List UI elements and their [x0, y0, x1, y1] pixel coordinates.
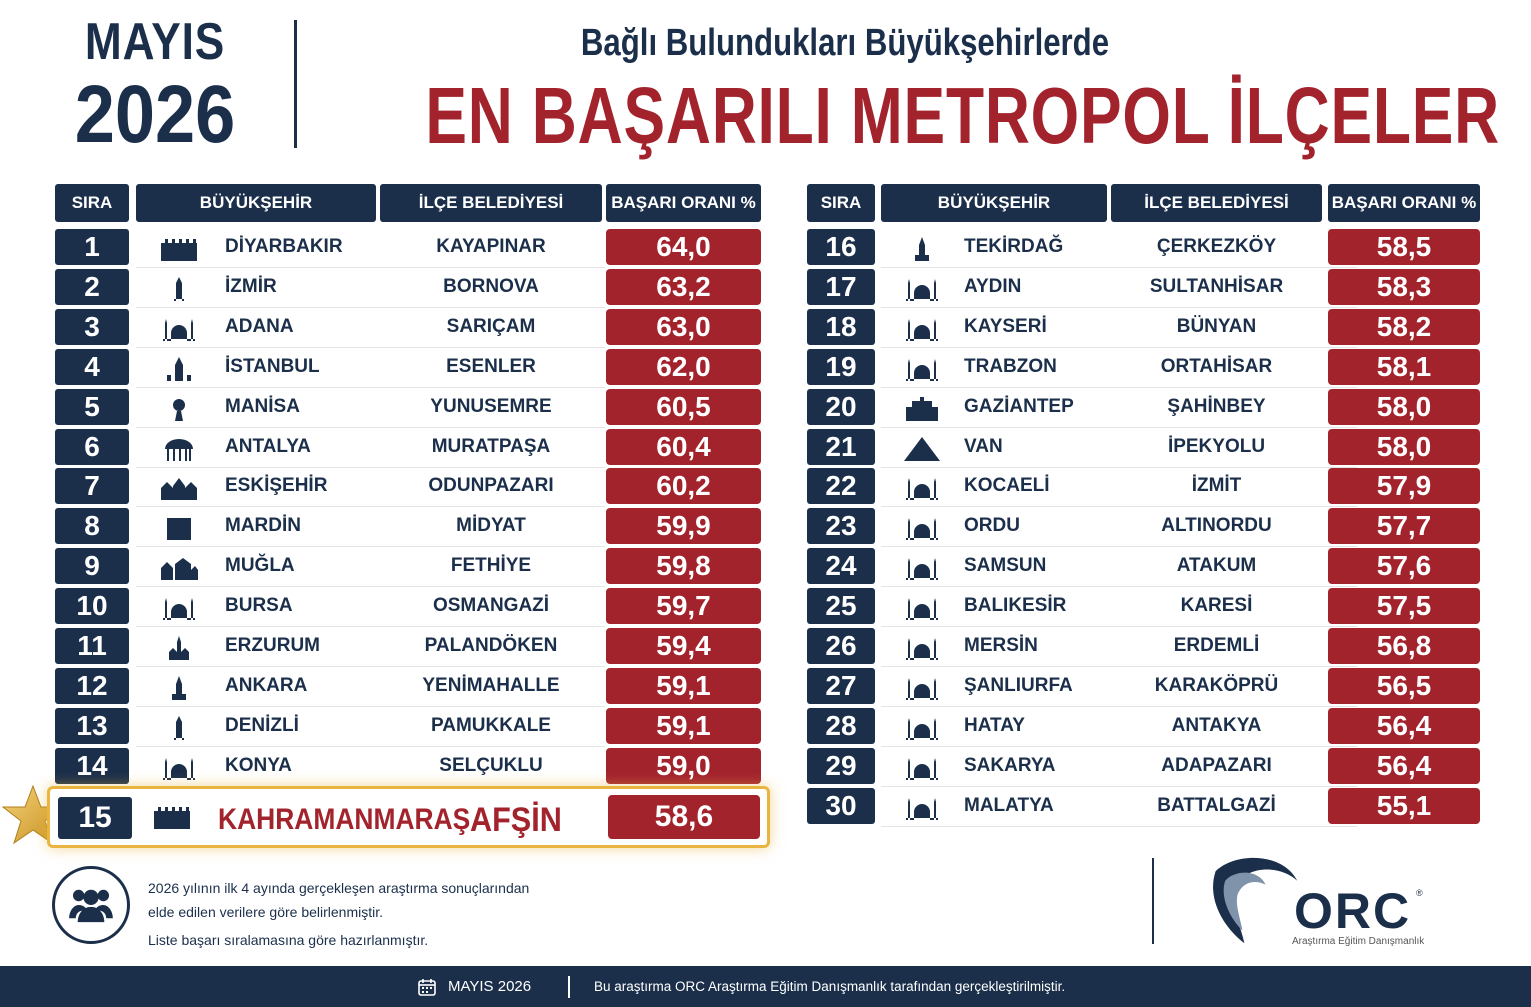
table-row — [807, 668, 1517, 704]
rank-badge: 5 — [55, 389, 129, 425]
district-name: ERDEMLİ — [1173, 635, 1260, 656]
table-row — [807, 548, 1517, 584]
calendar-icon — [418, 978, 436, 996]
highlight-district: AFŞİN — [470, 801, 562, 839]
rate-badge: 58,3 — [1328, 269, 1480, 305]
table-row — [807, 429, 1517, 465]
rank-badge: 11 — [55, 628, 129, 664]
table-row — [807, 309, 1517, 345]
table-row — [55, 309, 765, 345]
district-name: SULTANHİSAR — [1149, 275, 1284, 297]
page-subtitle: Bağlı Bulundukları Büyükşehirlerde — [580, 22, 1110, 64]
column-header-rank: SIRA — [807, 184, 875, 222]
district-name: BORNOVA — [443, 275, 539, 297]
rate-badge: 64,0 — [606, 229, 761, 265]
district-name: KAYAPINAR — [436, 236, 546, 257]
city-name: ŞANLIURFA — [964, 674, 1073, 696]
orc-swirl-icon — [1206, 852, 1302, 948]
footer-date — [418, 966, 531, 1007]
city-name: ANKARA — [225, 674, 308, 696]
rate-badge: 59,1 — [606, 668, 761, 704]
district-name: SARIÇAM — [446, 315, 536, 337]
table-row — [807, 508, 1517, 544]
rate-badge: 58,5 — [1328, 229, 1480, 265]
column-header-city: BÜYÜKŞEHİR — [136, 184, 376, 222]
column-header-district: İLÇE BELEDİYESİ — [1111, 184, 1322, 222]
table-row — [807, 628, 1517, 664]
district-name: ORTAHİSAR — [1160, 355, 1273, 377]
district-name: KARESİ — [1180, 595, 1253, 617]
table-row — [807, 788, 1517, 824]
page-title: EN BAŞARILI METROPOL İLÇELER — [425, 71, 1500, 160]
district-name: BATTALGAZİ — [1157, 794, 1276, 816]
column-header-rank: SIRA — [55, 184, 129, 222]
district-name: SELÇUKLU — [439, 754, 543, 776]
rate-badge: 60,2 — [606, 468, 761, 504]
clock-tower-icon — [159, 714, 199, 740]
table-row — [55, 748, 765, 784]
tower-icon — [902, 235, 942, 261]
district-name: ESENLER — [446, 355, 536, 377]
rate-badge: 57,5 — [1328, 588, 1480, 624]
city-name: ERZURUM — [225, 635, 320, 656]
header-divider — [294, 20, 297, 148]
rank-badge: 12 — [55, 668, 129, 704]
table-row — [55, 429, 765, 465]
mosque-icon — [902, 355, 942, 381]
rate-badge: 59,8 — [606, 548, 761, 584]
rate-badge: 56,5 — [1328, 668, 1480, 704]
district-name: ALTINORDU — [1161, 515, 1272, 537]
district-name: ANTAKYA — [1171, 714, 1262, 736]
city-name: SAKARYA — [964, 754, 1056, 776]
footer-divider — [568, 976, 570, 998]
rank-badge: 22 — [807, 468, 875, 504]
palace-icon — [902, 395, 942, 421]
rank-badge: 9 — [55, 548, 129, 584]
district-name: KARAKÖPRÜ — [1154, 674, 1279, 696]
table-row — [807, 588, 1517, 624]
column-header-rate: BAŞARI ORANI % — [1328, 184, 1480, 222]
table-row — [55, 628, 765, 664]
district-name: ÇERKEZKÖY — [1156, 236, 1277, 257]
note-line: Liste başarı sıralamasına göre hazırlanmıştır. — [148, 932, 429, 948]
note-line: elde edilen verilere göre belirlenmiştir. — [148, 904, 384, 920]
rank-badge: 3 — [55, 309, 129, 345]
mosque-icon — [159, 594, 199, 620]
rank-badge: 14 — [55, 748, 129, 784]
district-name: YUNUSEMRE — [430, 395, 552, 417]
footer-note: Bu araştırma ORC Araştırma Eğitim Danışmanlık tarafından gerçekleştirilmiştir. — [594, 979, 1066, 994]
houses-icon — [159, 554, 199, 580]
city-name: ANTALYA — [225, 435, 311, 457]
logo-name: ORC — [1294, 883, 1412, 939]
city-name: BURSA — [225, 595, 293, 617]
rate-badge: 57,9 — [1328, 468, 1480, 504]
clock-tower-icon — [159, 275, 199, 301]
rate-badge: 58,6 — [608, 795, 760, 839]
table-row — [807, 748, 1517, 784]
table-row — [55, 229, 765, 265]
rank-badge: 18 — [807, 309, 875, 345]
rate-badge: 57,6 — [1328, 548, 1480, 584]
highlight-row — [47, 786, 770, 848]
city-name: KAYSERİ — [964, 315, 1047, 337]
mountain-icon — [902, 435, 942, 461]
rate-badge: 59,4 — [606, 628, 761, 664]
city-name: TRABZON — [964, 355, 1057, 377]
district-name: YENİMAHALLE — [422, 674, 560, 696]
district-name: MİDYAT — [456, 515, 526, 537]
city-name: MALATYA — [964, 794, 1054, 816]
rate-badge: 60,4 — [606, 429, 761, 465]
note-line: 2026 yılının ilk 4 ayında gerçekleşen araştırma sonuçlarından — [148, 880, 530, 896]
city-name: DENİZLİ — [225, 714, 299, 736]
mosque-icon — [902, 514, 942, 540]
city-name: KOCAELİ — [964, 475, 1050, 497]
table-row — [807, 468, 1517, 504]
rate-badge: 59,9 — [606, 508, 761, 544]
note-text — [148, 876, 529, 952]
mosque-icon — [902, 754, 942, 780]
rank-badge: 27 — [807, 668, 875, 704]
table-row — [55, 508, 765, 544]
rate-badge: 59,7 — [606, 588, 761, 624]
table-row — [55, 468, 765, 504]
city-name: AYDIN — [964, 275, 1022, 297]
rank-badge: 6 — [55, 429, 129, 465]
orc-logo — [1206, 852, 1436, 952]
rank-badge: 13 — [55, 708, 129, 744]
rate-badge: 60,5 — [606, 389, 761, 425]
rank-badge: 23 — [807, 508, 875, 544]
logo-tagline: Araştırma Eğitim Danışmanlık — [1292, 936, 1425, 947]
info-note — [52, 866, 612, 956]
castle-wall-icon — [159, 235, 199, 261]
rank-badge: 8 — [55, 508, 129, 544]
column-header-rate: BAŞARI ORANI % — [606, 184, 761, 222]
old-houses-icon — [159, 474, 199, 500]
footer-date-text: MAYIS 2026 — [448, 978, 532, 995]
mosque-icon — [902, 714, 942, 740]
table-row — [55, 708, 765, 744]
table-row — [55, 548, 765, 584]
table-row — [807, 708, 1517, 744]
district-name: ATAKUM — [1176, 555, 1257, 577]
rate-badge: 56,4 — [1328, 748, 1480, 784]
rate-badge: 63,0 — [606, 309, 761, 345]
people-group-icon — [52, 866, 130, 944]
rank-badge: 7 — [55, 468, 129, 504]
city-name: MUĞLA — [225, 555, 295, 577]
tower-icon — [159, 674, 199, 700]
mosque-icon — [902, 315, 942, 341]
logo-divider — [1152, 858, 1154, 944]
highlight-city: KAHRAMANMARAŞ — [218, 803, 471, 836]
rate-badge: 59,0 — [606, 748, 761, 784]
rate-badge: 63,2 — [606, 269, 761, 305]
rank-badge: 2 — [55, 269, 129, 305]
rank-badge: 16 — [807, 229, 875, 265]
city-name: DİYARBAKIR — [225, 236, 343, 257]
mosque-icon — [159, 754, 199, 780]
castle-wall-icon — [152, 803, 192, 829]
city-name: GAZİANTEP — [964, 395, 1074, 417]
rank-badge: 4 — [55, 349, 129, 385]
district-name: OSMANGAZİ — [432, 595, 550, 617]
rank-badge: 26 — [807, 628, 875, 664]
footer-bar — [0, 966, 1531, 1007]
district-name: ŞAHİNBEY — [1167, 395, 1266, 417]
rank-badge: 20 — [807, 389, 875, 425]
mosque-icon — [902, 554, 942, 580]
city-name: TEKİRDAĞ — [964, 236, 1064, 257]
city-name: ESKİŞEHİR — [225, 475, 328, 497]
table-row — [55, 389, 765, 425]
table-row — [807, 229, 1517, 265]
district-name: MURATPAŞA — [431, 435, 551, 457]
rank-badge: 21 — [807, 429, 875, 465]
rank-badge: 17 — [807, 269, 875, 305]
table-row — [55, 588, 765, 624]
rate-badge: 58,1 — [1328, 349, 1480, 385]
rate-badge: 58,2 — [1328, 309, 1480, 345]
district-name: FETHİYE — [450, 555, 532, 577]
city-name: SAMSUN — [964, 555, 1047, 577]
table-row — [55, 269, 765, 305]
rank-badge: 1 — [55, 229, 129, 265]
table-row — [807, 389, 1517, 425]
city-name: MERSİN — [964, 635, 1038, 656]
registered-mark: ® — [1416, 888, 1423, 898]
mosque-icon — [902, 474, 942, 500]
table-row — [807, 349, 1517, 385]
rank-badge: 30 — [807, 788, 875, 824]
district-name: İZMİT — [1191, 475, 1242, 497]
stone-building-icon — [159, 514, 199, 540]
city-name: KONYA — [225, 754, 292, 776]
month-label: MAYIS — [84, 13, 226, 71]
district-name: ODUNPAZARI — [428, 475, 554, 497]
rank-badge: 28 — [807, 708, 875, 744]
column-header-city: BÜYÜKŞEHİR — [881, 184, 1107, 222]
city-name: VAN — [964, 435, 1003, 457]
mosque-icon — [902, 594, 942, 620]
galata-tower-icon — [159, 355, 199, 381]
table-row — [807, 269, 1517, 305]
rank-badge: 29 — [807, 748, 875, 784]
rate-badge: 58,0 — [1328, 429, 1480, 465]
city-name: İSTANBUL — [225, 355, 320, 377]
city-name: İZMİR — [225, 275, 277, 297]
table-row — [55, 668, 765, 704]
mosque-icon — [902, 275, 942, 301]
mosque-icon — [902, 674, 942, 700]
rank-badge: 19 — [807, 349, 875, 385]
dome-building-icon — [159, 435, 199, 461]
city-name: MARDİN — [225, 515, 301, 537]
city-name: MANİSA — [225, 395, 300, 417]
mosque-icon — [159, 315, 199, 341]
column-header-district: İLÇE BELEDİYESİ — [380, 184, 602, 222]
monument-icon — [159, 395, 199, 421]
rank-badge: 24 — [807, 548, 875, 584]
district-name: BÜNYAN — [1176, 315, 1257, 337]
rate-badge: 59,1 — [606, 708, 761, 744]
district-name: PALANDÖKEN — [424, 635, 558, 656]
rank-badge: 15 — [58, 797, 132, 839]
rate-badge: 62,0 — [606, 349, 761, 385]
year-label: 2026 — [74, 69, 236, 160]
city-name: BALIKESİR — [964, 595, 1067, 617]
rank-badge: 25 — [807, 588, 875, 624]
city-name: HATAY — [964, 714, 1025, 736]
rate-badge: 55,1 — [1328, 788, 1480, 824]
table-row — [55, 349, 765, 385]
rate-badge: 57,7 — [1328, 508, 1480, 544]
rate-badge: 58,0 — [1328, 389, 1480, 425]
city-name: ADANA — [225, 315, 294, 337]
minaret-icon — [159, 634, 199, 660]
date-block — [60, 12, 250, 158]
city-name: ORDU — [964, 515, 1020, 537]
mosque-icon — [902, 634, 942, 660]
rate-badge: 56,4 — [1328, 708, 1480, 744]
district-name: PAMUKKALE — [431, 714, 551, 736]
mosque-icon — [902, 794, 942, 820]
district-name: İPEKYOLU — [1167, 435, 1266, 457]
rank-badge: 10 — [55, 588, 129, 624]
district-name: ADAPAZARI — [1161, 754, 1272, 776]
rate-badge: 56,8 — [1328, 628, 1480, 664]
